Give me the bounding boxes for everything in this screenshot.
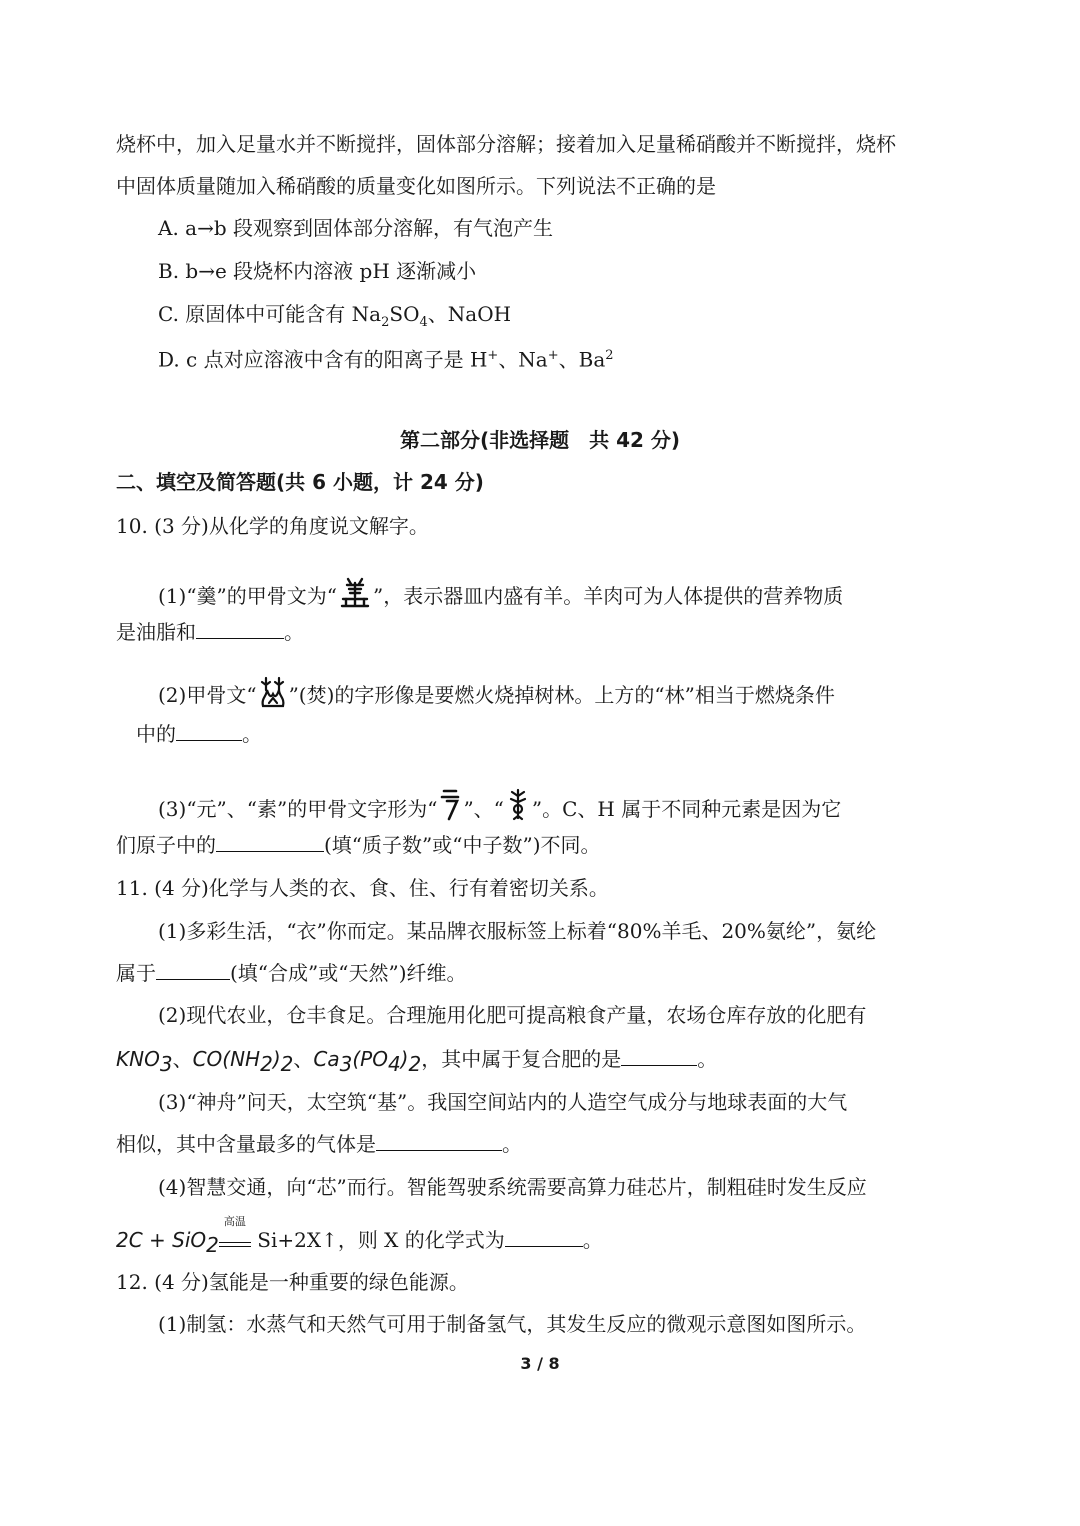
oracle-geng-icon (339, 575, 371, 616)
q12-sub1: (1)制氢：水蒸气和天然气可用于制备氢气，其发生反应的微观示意图如图所示。 (158, 1312, 867, 1336)
q9-stem-line2: 中固体质量随加入稀硝酸的质量变化如图所示。下列说法不正确的是 (116, 174, 716, 198)
q10-sub3-line1: (3)“元”、“素”的甲骨文字形为“ ”、“ ”。C、H 属于不同种元素是因为它 (158, 788, 964, 829)
q10-sub1-line2: 是油脂和 。 (116, 620, 304, 644)
q10-stem: 10. (3 分)从化学的角度说文解字。 (116, 514, 429, 538)
q11-sub3-line1: (3)“神舟”问天，太空筑“基”。我国空间站内的人造空气成分与地球表面的大气 (158, 1090, 848, 1114)
oracle-fen-icon (259, 676, 287, 715)
q10-sub2-line1: (2)甲骨文“ ”(焚)的字形像是要燃火烧掉树林。上方的“林”相当于燃烧条件 (158, 676, 964, 715)
q9-option-a: A. a→b 段观察到固体部分溶解，有气泡产生 (158, 216, 553, 240)
q9-option-d: D. c 点对应溶液中含有的阳离子是 H+、Na+、Ba$^2$ (158, 347, 614, 372)
q10-sub2-line2: 中的 。 (136, 722, 262, 746)
reaction-condition: 高温 (219, 1230, 251, 1247)
q11-sub1-line2: 属于 (填“合成”或“天然”)纤维。 (116, 961, 467, 985)
oracle-su-icon (506, 788, 530, 829)
q9-option-c: C. 原固体中可能含有 $Na_2SO_4$、NaOH (158, 302, 512, 330)
q11-sub4-line2: 2C + SiO$_2$ 高温 Si+2X↑，则 X 的化学式为 。 (116, 1215, 603, 1257)
answer-blank[interactable] (376, 1130, 502, 1151)
q9-option-b: B. b→e 段烧杯内溶液 pH 逐渐减小 (158, 259, 477, 283)
answer-blank[interactable] (621, 1045, 697, 1066)
q11-sub2-line2: $KNO_3$、$CO(NH_2)_2$、$Ca_3(PO_4)_2$，其中属于复合肥的是 。 (116, 1047, 718, 1076)
answer-blank[interactable] (156, 959, 230, 980)
q11-sub1-line1: (1)多彩生活，“衣”你而定。某品牌衣服标签上标着“80%羊毛、20%氨纶”，氨纶 (158, 919, 877, 943)
page-number: 3 / 8 (520, 1354, 560, 1373)
q10-sub1-line1: (1)“羹”的甲骨文为“ ”，表示器皿内盛有羊。羊肉可为人体提供的营养物质 (158, 575, 964, 616)
section-title: 二、填空及简答题(共 6 小题，计 24 分) (116, 470, 484, 494)
answer-blank[interactable] (176, 720, 242, 741)
q12-stem: 12. (4 分)氢能是一种重要的绿色能源。 (116, 1270, 469, 1294)
answer-blank[interactable] (505, 1226, 583, 1247)
q9-stem-line1: 烧杯中，加入足量水并不断搅拌，固体部分溶解；接着加入足量稀硝酸并不断搅拌，烧杯 (116, 132, 896, 156)
part2-title: 第二部分(非选择题 共 42 分) (399, 428, 681, 452)
q11-sub3-line2: 相似，其中含量最多的气体是 。 (116, 1132, 522, 1156)
oracle-yuan-icon (439, 788, 461, 829)
answer-blank[interactable] (196, 618, 284, 639)
q11-sub4-line1: (4)智慧交通，向“芯”而行。智能驾驶系统需要高算力硅芯片，制粗硅时发生反应 (158, 1175, 867, 1199)
q11-stem: 11. (4 分)化学与人类的衣、食、住、行有着密切关系。 (116, 876, 609, 900)
answer-blank[interactable] (216, 831, 324, 852)
q11-sub2-line1: (2)现代农业，仓丰食足。合理施用化肥可提高粮食产量，农场仓库存放的化肥有 (158, 1003, 867, 1027)
q10-sub3-line2: 们原子中的 (填“质子数”或“中子数”)不同。 (116, 833, 601, 857)
